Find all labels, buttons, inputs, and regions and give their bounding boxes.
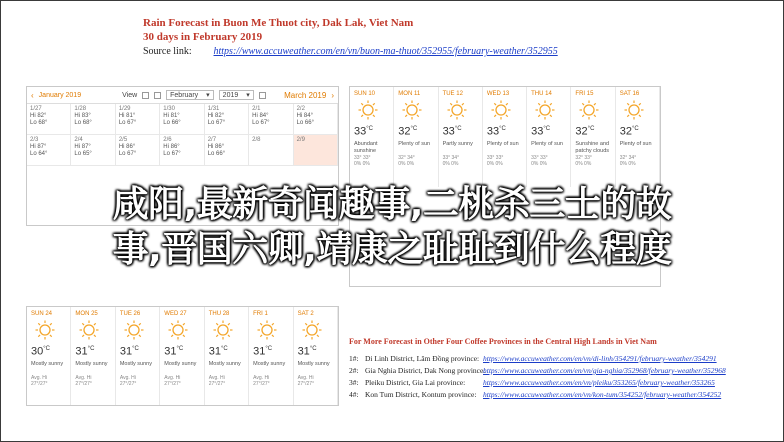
- sun-icon: [579, 100, 603, 120]
- forecast-temp: $33^{^\circ C}$: [531, 125, 551, 138]
- go-button[interactable]: [259, 92, 266, 99]
- sun-icon: [124, 320, 148, 340]
- chevron-left-icon[interactable]: ‹: [31, 90, 34, 100]
- day-date: 2/7: [207, 137, 217, 143]
- forecast-extra: 32° 33°: [575, 154, 592, 161]
- sun-icon: [213, 320, 237, 340]
- forecast-day-label: MON 11: [398, 91, 421, 97]
- forecast-extra: 0% 0%: [619, 160, 636, 167]
- sun-icon: [168, 320, 192, 340]
- forecast-temp: $31^{^\circ C}$: [119, 345, 139, 358]
- forecast-day-cell[interactable]: [571, 87, 615, 187]
- day-high: Hi 81°: [118, 113, 136, 119]
- forecast-day-label: WED 13: [486, 91, 510, 97]
- day-date: 2/9: [296, 137, 305, 143]
- day-low: Lo 67°: [252, 120, 270, 126]
- forecast-extra: 27°/27°: [31, 380, 48, 387]
- overlay-line-2: 事,晋国六卿,靖康之耻耻到什么程度: [112, 229, 672, 270]
- sun-icon: [535, 100, 559, 120]
- day-low: Lo 67°: [163, 151, 181, 157]
- forecast-day-cell[interactable]: [249, 307, 293, 406]
- province-name: Di Linh District, Lâm Đồng province:: [365, 354, 480, 363]
- forecast-day-label: TUE 26: [119, 311, 141, 317]
- day-low: Lo 64°: [30, 151, 48, 157]
- day-high: Hi 86°: [118, 144, 136, 150]
- day-high: Hi 86°: [207, 144, 225, 150]
- forecast-day-cell[interactable]: [616, 87, 660, 187]
- more-forecast-row: [349, 353, 769, 364]
- overlay-line-1: 咸阳,最新奇闻趣事,二桃杀三士的故: [112, 184, 672, 225]
- calendar-day-cell[interactable]: [71, 135, 115, 166]
- day-low: Lo 68°: [74, 120, 92, 126]
- sun-icon: [447, 100, 471, 120]
- forecast-temp: $31^{^\circ C}$: [297, 345, 317, 358]
- forecast-extra: Avg. Hi: [75, 374, 92, 381]
- forecast-temp: $30^{^\circ C}$: [31, 345, 50, 358]
- forecast-temp: $33^{^\circ C}$: [486, 125, 506, 138]
- calendar-day-cell[interactable]: [71, 104, 115, 135]
- sun-icon: [491, 100, 515, 120]
- forecast-extra: 0% 0%: [354, 160, 370, 167]
- calendar-week: [27, 135, 338, 166]
- day-date: 1/31: [207, 106, 220, 112]
- day-date: 1/29: [118, 106, 131, 112]
- forecast-extra: 27°/27°: [297, 380, 315, 387]
- forecast-day-label: TUE 12: [442, 91, 463, 97]
- forecast-extra: 27°/27°: [208, 380, 226, 387]
- day-high: Hi 82°: [207, 113, 225, 119]
- day-low: Lo 66°: [163, 120, 181, 126]
- forecast-day-cell[interactable]: [116, 307, 160, 406]
- forecast-desc: Plenty of sun: [531, 140, 563, 147]
- forecast-day-cell[interactable]: [27, 307, 71, 406]
- forecast-temp: $33^{^\circ C}$: [442, 125, 462, 138]
- more-forecast-row: [349, 365, 769, 376]
- forecast-extra: 27°/27°: [75, 380, 92, 387]
- province-link[interactable]: https://www.accuweather.com/en/vn/pleiku/353265/february-weather/353265: [483, 378, 715, 387]
- forecast-day-label: THU 28: [208, 311, 230, 317]
- forecast-desc: Partly sunny: [442, 140, 473, 147]
- day-low: Lo 67°: [207, 120, 226, 126]
- forecast-day-label: MON 25: [75, 311, 98, 317]
- day-high: Hi 87°: [74, 144, 91, 150]
- day-high: Hi 86°: [163, 144, 180, 150]
- forecast-desc: Mostly sunny: [164, 360, 197, 367]
- sun-icon: [79, 320, 103, 340]
- forecast-temp: $32^{^\circ C}$: [619, 125, 639, 138]
- view-label: View: [122, 91, 138, 99]
- sun-icon: [302, 320, 326, 340]
- forecast-temp: $31^{^\circ C}$: [208, 345, 228, 358]
- forecast-desc: Mostly sunny: [119, 360, 152, 367]
- day-high: Hi 81°: [163, 113, 180, 119]
- calendar-day-cell[interactable]: [27, 135, 71, 166]
- forecast-extra: 27°/27°: [253, 380, 270, 387]
- more-forecast-heading: For More Forecast in Other Four Coffee Provinces in the Central High Lands in Viet Nam: [349, 337, 657, 346]
- chevron-down-icon: ▾: [246, 91, 250, 99]
- forecast-day-label: SAT 16: [619, 91, 640, 97]
- prev-month-link[interactable]: January 2019: [38, 91, 82, 99]
- day-low: Lo 65°: [74, 151, 92, 157]
- forecast-day-label: WED 27: [164, 311, 187, 317]
- forecast-desc: Sunshine and patchy clouds: [575, 140, 610, 154]
- day-high: Hi 83°: [74, 113, 91, 119]
- page-header: [143, 16, 558, 57]
- calendar-day-cell[interactable]: [116, 104, 160, 135]
- day-low: Lo 66°: [207, 151, 226, 157]
- forecast-extra: 0% 0%: [575, 160, 592, 167]
- forecast-desc: Abundant sunshine: [354, 140, 378, 154]
- day-high: Hi 82°: [30, 113, 47, 119]
- year-select[interactable]: 2019 ▾: [219, 90, 254, 100]
- calendar-day-cell[interactable]: [249, 104, 293, 135]
- more-forecast-row: [349, 377, 769, 388]
- source-line: [143, 46, 558, 57]
- forecast-temp: $32^{^\circ C}$: [398, 125, 418, 138]
- province-link[interactable]: https://www.accuweather.com/en/vn/kon-tum/354252/february-weather/354252: [483, 390, 722, 399]
- source-label: Source link:: [143, 46, 192, 57]
- province-name: Kon Tum District, Kontum province:: [365, 390, 477, 399]
- sun-icon: [624, 100, 648, 120]
- more-forecast-row: [349, 389, 769, 400]
- forecast-extra: 27°/27°: [119, 380, 137, 387]
- forecast-extra: 33° 33°: [486, 154, 504, 161]
- forecast-extra: Avg. Hi: [164, 374, 181, 381]
- day-date: 1/27: [30, 106, 42, 112]
- more-forecast-list: [349, 353, 769, 400]
- forecast-day-cell[interactable]: [205, 307, 249, 406]
- calendar-week: [27, 104, 338, 135]
- calendar-day-cell[interactable]: [205, 135, 249, 166]
- day-low: Lo 66°: [296, 120, 314, 126]
- day-low: Lo 67°: [118, 120, 137, 126]
- sun-icon: [35, 320, 59, 340]
- day-high: Hi 84°: [252, 113, 269, 119]
- province-name: Gia Nghia District, Dak Nong province:: [365, 366, 486, 375]
- chevron-down-icon: ▾: [206, 91, 210, 99]
- forecast-extra: 27°/27°: [164, 380, 181, 387]
- calendar-day-cell[interactable]: [160, 135, 204, 166]
- forecast-extra: Avg. Hi: [253, 374, 270, 381]
- calendar-day-cell[interactable]: [294, 104, 338, 135]
- calendar-week-rows: [27, 104, 338, 166]
- forecast-temp: $31^{^\circ C}$: [164, 345, 184, 358]
- view-toggle-icon[interactable]: [142, 92, 149, 99]
- forecast-extra: 0% 0%: [442, 160, 459, 167]
- forecast-day-label: FRI 15: [575, 91, 594, 97]
- forecast-day-cell[interactable]: [160, 307, 204, 406]
- forecast-day-cell[interactable]: [527, 87, 571, 187]
- calendar-toolbar: [27, 87, 338, 104]
- day-date: 2/6: [163, 137, 172, 143]
- calendar-day-cell[interactable]: [249, 135, 293, 166]
- forecast-desc: Mostly sunny: [253, 360, 286, 367]
- forecast-extra: 32° 34°: [398, 154, 415, 161]
- forecast-day-label: SAT 2: [297, 311, 314, 317]
- forecast-desc: Plenty of sun: [486, 140, 519, 147]
- forecast-extra: 0% 0%: [531, 160, 547, 167]
- forecast-temp: $31^{^\circ C}$: [253, 345, 273, 358]
- forecast-day-label: SUN 10: [354, 91, 376, 97]
- row-number: 4#:: [349, 390, 359, 399]
- row-number: 1#:: [349, 354, 359, 363]
- forecast-day-cell[interactable]: [439, 87, 483, 187]
- next-month-link[interactable]: March 2019: [284, 90, 327, 100]
- day-high: Hi 84°: [296, 113, 313, 119]
- forecast-week-row: [27, 307, 338, 406]
- day-date: 2/8: [252, 137, 261, 143]
- forecast-extra: 33° 33°: [531, 154, 548, 161]
- calendar-day-cell[interactable]: [205, 104, 249, 135]
- source-link[interactable]: https://www.accuweather.com/en/vn/buon-ma-thuot/352955/february-weather/352955: [213, 46, 558, 57]
- day-date: 2/3: [30, 137, 39, 143]
- calendar-day-cell[interactable]: [160, 104, 204, 135]
- day-date: 1/28: [74, 106, 87, 112]
- sun-icon: [257, 320, 281, 340]
- forecast-day-cell[interactable]: [483, 87, 527, 187]
- calendar-day-cell[interactable]: [294, 135, 338, 166]
- forecast-day-label: SUN 24: [31, 311, 53, 317]
- day-low: Lo 67°: [118, 151, 137, 157]
- forecast-extra: Avg. Hi: [31, 374, 48, 381]
- day-date: 1/30: [163, 106, 175, 112]
- month-select[interactable]: February ▾: [166, 90, 214, 100]
- calendar-day-cell[interactable]: [116, 135, 160, 166]
- day-high: Hi 87°: [30, 144, 47, 150]
- forecast-extra: 32° 34°: [619, 154, 637, 161]
- row-number: 3#:: [349, 378, 359, 387]
- forecast-desc: Plenty of sun: [619, 140, 652, 147]
- overlay-caption: [0, 182, 784, 272]
- view-toggle-icon[interactable]: [154, 92, 161, 99]
- forecast-week-row: [350, 87, 660, 187]
- calendar-day-cell[interactable]: [27, 104, 71, 135]
- forecast-day-cell[interactable]: [294, 307, 338, 406]
- forecast-extra: 0% 0%: [486, 160, 503, 167]
- forecast-day-cell[interactable]: [350, 87, 394, 187]
- day-low: Lo 68°: [30, 120, 48, 126]
- forecast-desc: Plenty of sun: [398, 140, 431, 147]
- forecast-extra: 0% 0%: [398, 160, 415, 167]
- forecast-extra: 33° 33°: [354, 154, 371, 161]
- forecast-panel-bottom: [26, 306, 339, 406]
- forecast-day-label: FRI 1: [253, 311, 268, 317]
- forecast-desc: Mostly sunny: [208, 360, 241, 367]
- sun-icon: [402, 100, 426, 120]
- forecast-day-label: THU 14: [531, 91, 552, 97]
- more-forecast-section: [349, 337, 769, 400]
- chevron-right-icon[interactable]: ›: [331, 90, 334, 100]
- day-date: 2/5: [118, 137, 128, 143]
- forecast-temp: $33^{^\circ C}$: [354, 125, 373, 138]
- forecast-extra: Avg. Hi: [208, 374, 225, 381]
- forecast-desc: Mostly sunny: [75, 360, 108, 367]
- day-date: 2/4: [74, 137, 83, 143]
- forecast-extra: Avg. Hi: [119, 374, 136, 381]
- province-link[interactable]: https://www.accuweather.com/en/vn/di-linh/354291/february-weather/354291: [483, 354, 717, 363]
- day-date: 2/2: [296, 106, 305, 112]
- forecast-extra: 33° 34°: [442, 154, 460, 161]
- forecast-temp: $31^{^\circ C}$: [75, 345, 95, 358]
- province-name: Pleiku District, Gia Lai province:: [365, 378, 466, 387]
- day-date: 2/1: [252, 106, 261, 112]
- page-title: Rain Forecast in Buon Me Thuot city, Dak Lak, Viet Nam: [143, 17, 414, 29]
- forecast-desc: Mostly sunny: [31, 360, 64, 367]
- sun-icon: [358, 100, 382, 120]
- forecast-day-cell[interactable]: [394, 87, 438, 187]
- forecast-temp: $32^{^\circ C}$: [575, 125, 595, 138]
- page-subtitle: 30 days in February 2019: [143, 31, 263, 43]
- forecast-extra: Avg. Hi: [297, 374, 314, 381]
- forecast-day-cell[interactable]: [71, 307, 115, 406]
- province-link[interactable]: https://www.accuweather.com/en/vn/gia-nghia/352968/february-weather/352968: [483, 366, 726, 375]
- forecast-desc: Mostly sunny: [297, 360, 330, 367]
- row-number: 2#:: [349, 366, 359, 375]
